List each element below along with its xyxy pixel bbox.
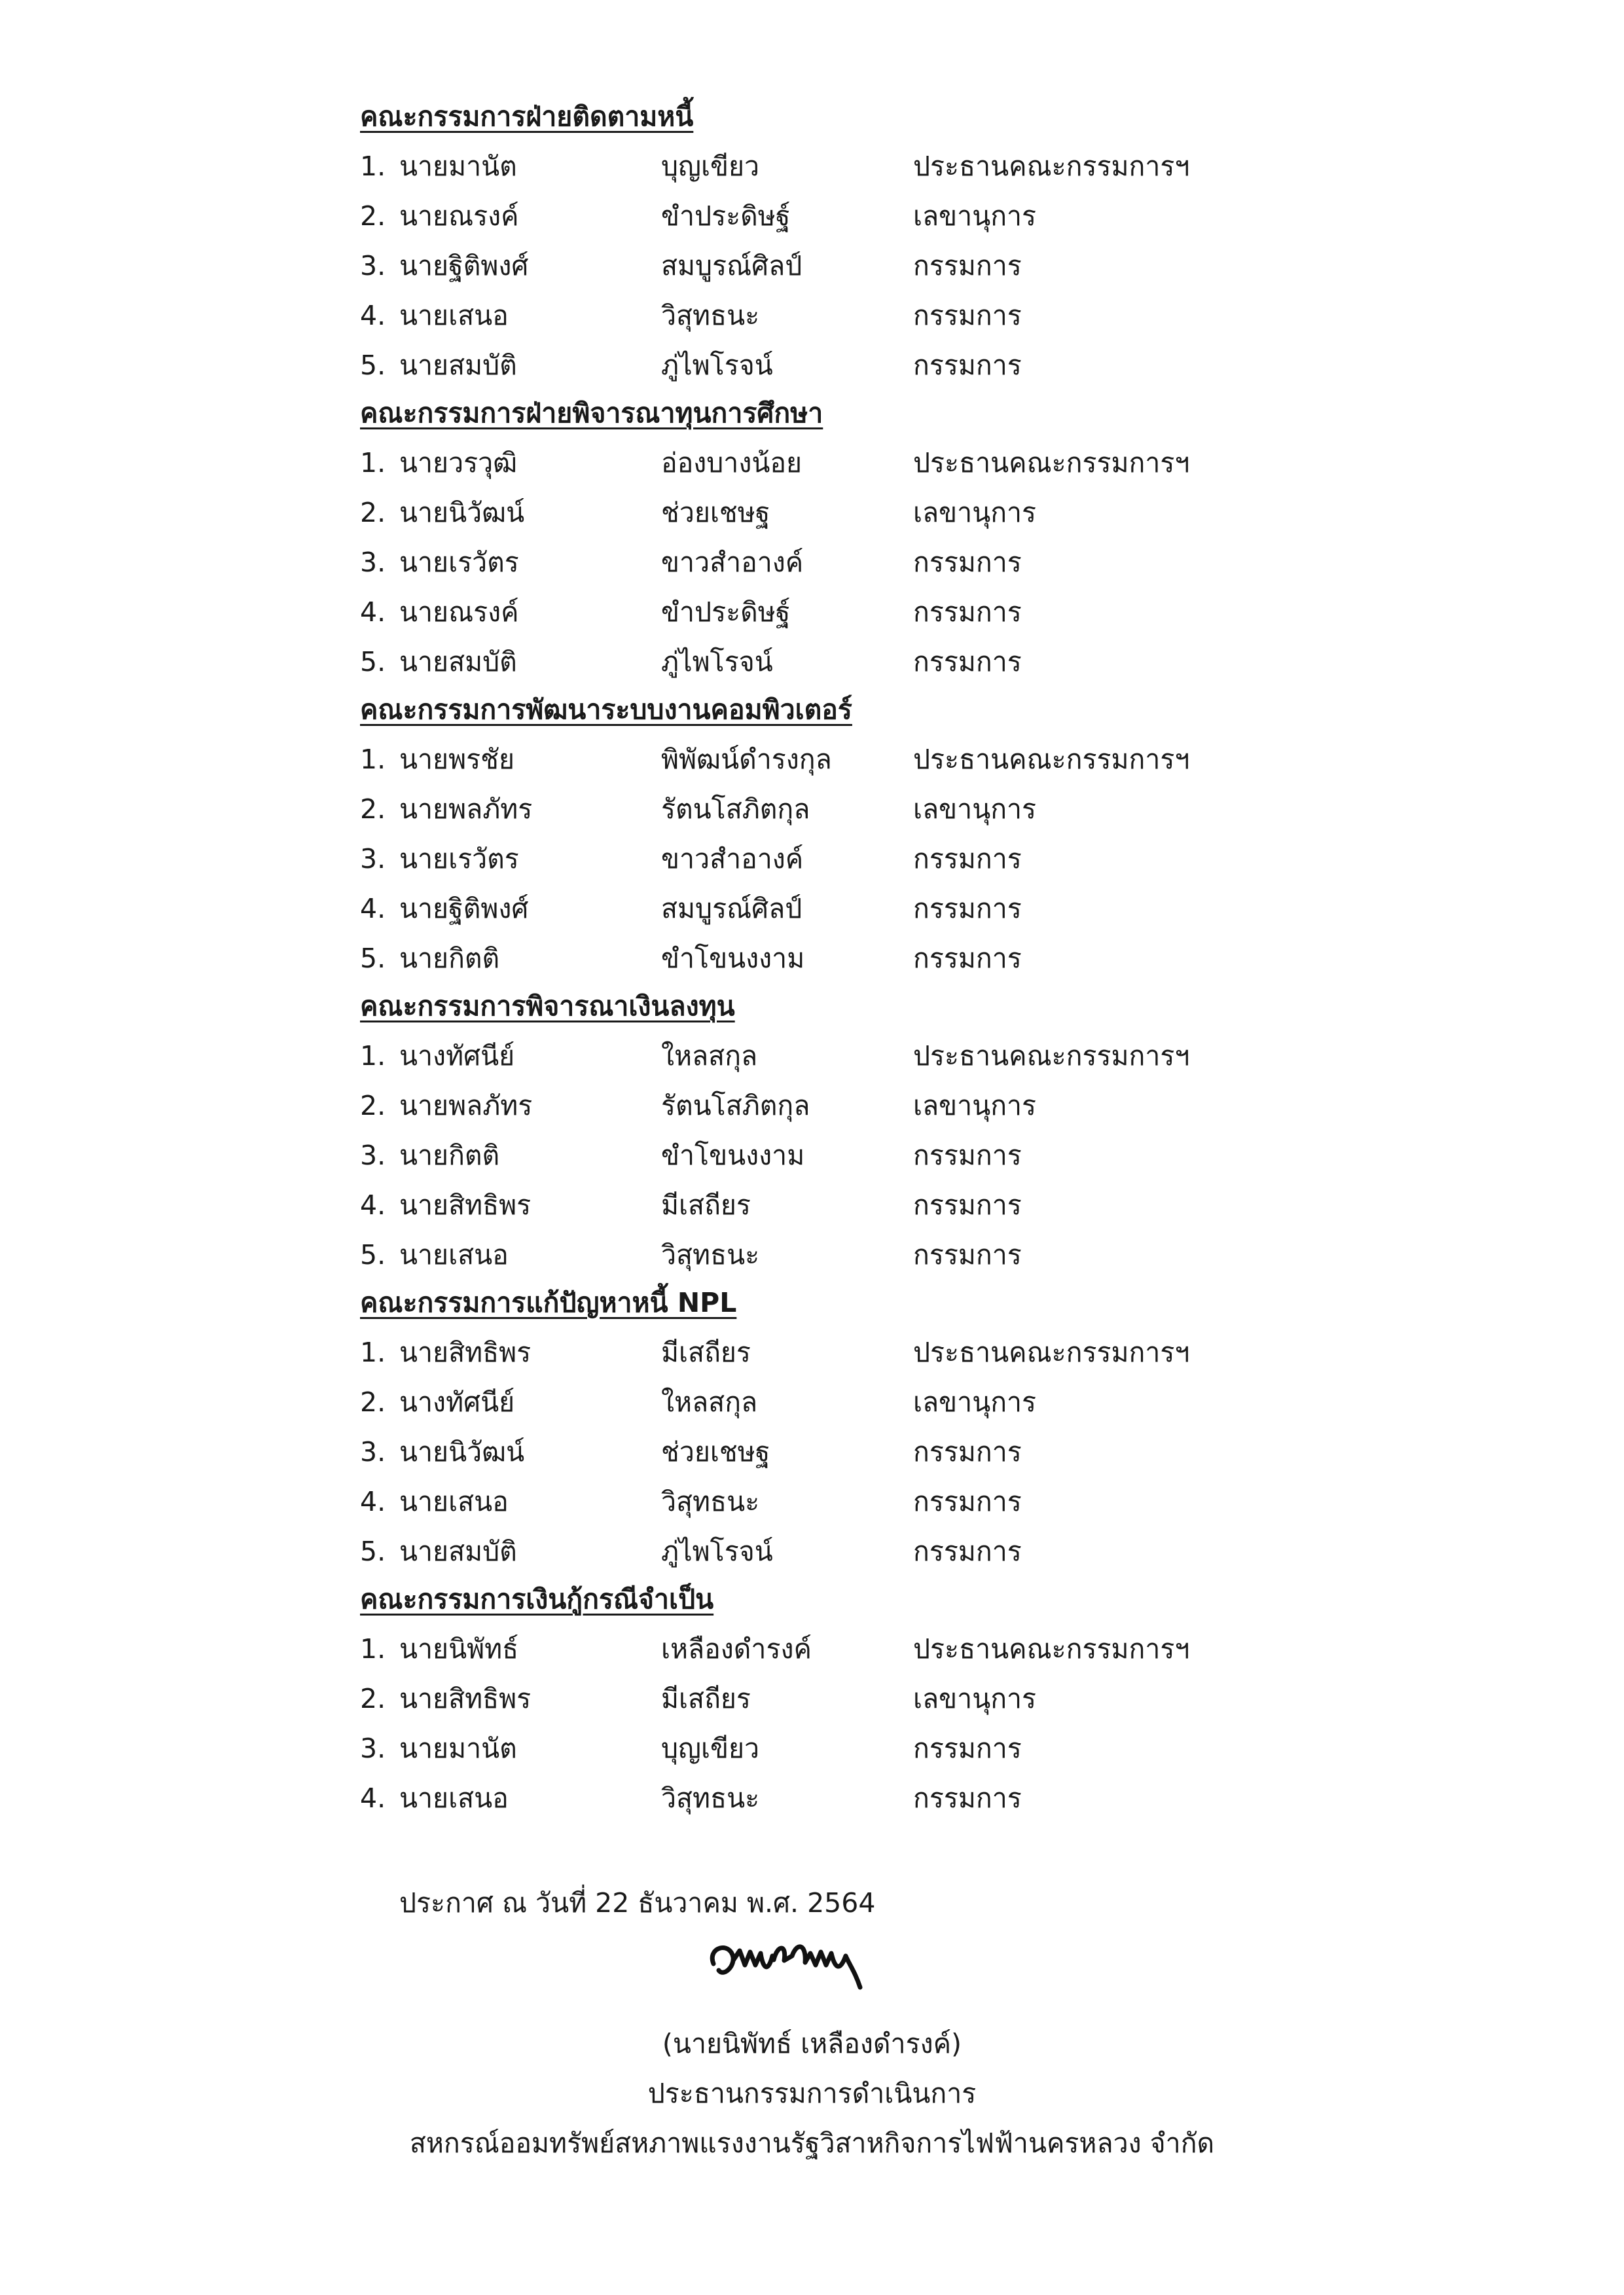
member-role: ประธานคณะกรรมการฯ <box>913 744 1190 775</box>
member-row <box>360 1427 1473 1477</box>
member-row <box>360 784 1473 834</box>
member-first-name: นางทัศนีย์ <box>399 1386 515 1418</box>
member-last-name: พิพัฒน์ดำรงกุล <box>661 744 832 775</box>
member-number: 2. <box>360 793 386 825</box>
member-first-name: นายเสนอ <box>399 1486 509 1517</box>
member-first-name: นายพรชัย <box>399 744 514 775</box>
member-number: 4. <box>360 1486 386 1517</box>
member-first-name: นายฐิติพงศ์ <box>399 250 529 281</box>
member-first-name: นายนิพัทธ์ <box>399 1633 519 1665</box>
member-role: กรรมการ <box>913 300 1022 331</box>
member-row <box>360 1624 1473 1674</box>
handwritten-signature <box>700 1925 871 2003</box>
member-number: 5. <box>360 1239 386 1271</box>
committee-heading: คณะกรรมการฝ่ายติดตามหนี้ <box>360 101 694 132</box>
member-last-name: รัตนโสภิตกุล <box>661 793 810 825</box>
member-last-name: สมบูรณ์ศิลป์ <box>661 250 803 281</box>
member-number: 4. <box>360 893 386 924</box>
member-role: กรรมการ <box>913 1239 1022 1271</box>
committee-section <box>360 685 1473 983</box>
member-number: 3. <box>360 843 386 875</box>
committee-section <box>360 388 1473 687</box>
member-first-name: นายเสนอ <box>399 1239 509 1271</box>
member-row <box>360 1328 1473 1377</box>
member-role: กรรมการ <box>913 350 1022 381</box>
member-last-name: ขำประดิษฐ์ <box>661 200 791 232</box>
member-first-name: นายวรวุฒิ <box>399 447 518 479</box>
member-first-name: นายเรวัตร <box>399 547 519 578</box>
committee-section <box>360 1574 1473 1823</box>
member-first-name: นายกิตติ <box>399 1140 500 1171</box>
member-role: เลขานุการ <box>913 1683 1037 1714</box>
member-first-name: นายเสนอ <box>399 300 509 331</box>
member-role: กรรมการ <box>913 547 1022 578</box>
member-first-name: นายมานัต <box>399 1733 517 1764</box>
member-row <box>360 438 1473 488</box>
member-role: ประธานคณะกรรมการฯ <box>913 1633 1190 1665</box>
member-first-name: นายเสนอ <box>399 1782 509 1814</box>
member-first-name: นายเรวัตร <box>399 843 519 875</box>
member-role: เลขานุการ <box>913 1090 1037 1121</box>
member-last-name: ขำโขนงงาม <box>661 1140 805 1171</box>
member-first-name: นายกิตติ <box>399 943 500 974</box>
member-first-name: นายพลภัทร <box>399 793 533 825</box>
member-role: กรรมการ <box>913 1733 1022 1764</box>
member-number: 1. <box>360 151 386 182</box>
member-last-name: ขาวสำอางค์ <box>661 547 804 578</box>
member-number: 2. <box>360 1683 386 1714</box>
member-row <box>360 1031 1473 1081</box>
committee-heading: คณะกรรมการพิจารณาเงินลงทุน <box>360 990 735 1022</box>
member-last-name: ใหลสกุล <box>661 1386 758 1418</box>
member-last-name: มีเสถียร <box>661 1337 751 1368</box>
member-row <box>360 1130 1473 1180</box>
member-first-name: นายสมบัติ <box>399 646 517 678</box>
member-role: กรรมการ <box>913 1782 1022 1814</box>
member-row <box>360 587 1473 637</box>
member-role: กรรมการ <box>913 1140 1022 1171</box>
member-role: กรรมการ <box>913 596 1022 628</box>
member-number: 3. <box>360 547 386 578</box>
member-number: 2. <box>360 497 386 528</box>
member-row <box>360 1724 1473 1773</box>
member-row <box>360 141 1473 191</box>
member-last-name: สมบูรณ์ศิลป์ <box>661 893 803 924</box>
member-row <box>360 1180 1473 1230</box>
committee-section <box>360 981 1473 1280</box>
member-role: กรรมการ <box>913 646 1022 678</box>
member-last-name: ภู่ไพโรจน์ <box>661 1536 773 1567</box>
member-number: 3. <box>360 1733 386 1764</box>
member-last-name: ใหลสกุล <box>661 1040 758 1072</box>
member-first-name: นายสมบัติ <box>399 350 517 381</box>
member-first-name: นายสิทธิพร <box>399 1337 532 1368</box>
member-number: 1. <box>360 447 386 479</box>
member-row <box>360 884 1473 933</box>
member-number: 4. <box>360 300 386 331</box>
member-row <box>360 291 1473 340</box>
member-number: 4. <box>360 596 386 628</box>
committee-section <box>360 92 1473 390</box>
member-role: ประธานคณะกรรมการฯ <box>913 1337 1190 1368</box>
member-number: 3. <box>360 1436 386 1468</box>
member-number: 5. <box>360 943 386 974</box>
member-number: 1. <box>360 744 386 775</box>
member-role: กรรมการ <box>913 1189 1022 1221</box>
member-row <box>360 1477 1473 1527</box>
member-role: กรรมการ <box>913 1486 1022 1517</box>
committee-section <box>360 1278 1473 1576</box>
member-row <box>360 1674 1473 1724</box>
member-first-name: นายณรงค์ <box>399 596 519 628</box>
member-number: 2. <box>360 1386 386 1418</box>
member-number: 1. <box>360 1040 386 1072</box>
announcement-date: ประกาศ ณ วันที่ 22 ธันวาคม พ.ศ. 2564 <box>399 1887 876 1919</box>
organization-name: สหกรณ์ออมทรัพย์สหภาพแรงงานรัฐวิสาหกิจการไฟฟ้านครหลวง จำกัด <box>409 2127 1215 2159</box>
member-number: 2. <box>360 200 386 232</box>
signer-title: ประธานกรรมการดำเนินการ <box>647 2078 977 2109</box>
member-role: เลขานุการ <box>913 497 1037 528</box>
member-role: ประธานคณะกรรมการฯ <box>913 151 1190 182</box>
member-number: 5. <box>360 1536 386 1567</box>
member-last-name: วิสุทธนะ <box>661 300 760 331</box>
member-number: 1. <box>360 1633 386 1665</box>
member-row <box>360 1081 1473 1130</box>
member-role: กรรมการ <box>913 843 1022 875</box>
member-role: เลขานุการ <box>913 1386 1037 1418</box>
member-role: กรรมการ <box>913 250 1022 281</box>
member-number: 3. <box>360 250 386 281</box>
member-role: กรรมการ <box>913 893 1022 924</box>
member-row <box>360 734 1473 784</box>
member-last-name: บุญเขียว <box>661 151 760 182</box>
member-number: 4. <box>360 1189 386 1221</box>
member-number: 1. <box>360 1337 386 1368</box>
member-last-name: บุญเขียว <box>661 1733 760 1764</box>
member-role: ประธานคณะกรรมการฯ <box>913 447 1190 479</box>
member-row <box>360 933 1473 983</box>
member-first-name: นายสมบัติ <box>399 1536 517 1567</box>
member-number: 3. <box>360 1140 386 1171</box>
member-first-name: นายณรงค์ <box>399 200 519 232</box>
member-row <box>360 1377 1473 1427</box>
member-first-name: นายสิทธิพร <box>399 1683 532 1714</box>
member-number: 5. <box>360 646 386 678</box>
member-last-name: ช่วยเชษฐ <box>661 497 770 528</box>
signer-name: (นายนิพัทธ์ เหลืองดำรงค์) <box>662 2028 962 2059</box>
member-last-name: รัตนโสภิตกุล <box>661 1090 810 1121</box>
member-number: 2. <box>360 1090 386 1121</box>
member-role: เลขานุการ <box>913 793 1037 825</box>
member-number: 5. <box>360 350 386 381</box>
committee-heading: คณะกรรมการฝ่ายพิจารณาทุนการศึกษา <box>360 397 823 429</box>
committee-heading: คณะกรรมการแก้ปัญหาหนี้ NPL <box>360 1287 737 1318</box>
member-row <box>360 834 1473 884</box>
member-row <box>360 1230 1473 1280</box>
member-last-name: มีเสถียร <box>661 1189 751 1221</box>
member-last-name: ภู่ไพโรจน์ <box>661 646 773 678</box>
committee-heading: คณะกรรมการเงินกู้กรณีจำเป็น <box>360 1583 714 1615</box>
member-last-name: วิสุทธนะ <box>661 1782 760 1814</box>
member-role: ประธานคณะกรรมการฯ <box>913 1040 1190 1072</box>
member-first-name: นายนิวัฒน์ <box>399 1436 525 1468</box>
member-last-name: เหลืองดำรงค์ <box>661 1633 812 1665</box>
member-first-name: นางทัศนีย์ <box>399 1040 515 1072</box>
member-last-name: วิสุทธนะ <box>661 1486 760 1517</box>
member-last-name: ขำประดิษฐ์ <box>661 596 791 628</box>
member-role: เลขานุการ <box>913 200 1037 232</box>
member-number: 4. <box>360 1782 386 1814</box>
member-row <box>360 1527 1473 1576</box>
member-role: กรรมการ <box>913 1536 1022 1567</box>
member-last-name: ภู่ไพโรจน์ <box>661 350 773 381</box>
member-row <box>360 191 1473 241</box>
member-last-name: อ่องบางน้อย <box>661 447 803 479</box>
member-last-name: ขำโขนงงาม <box>661 943 805 974</box>
committee-heading: คณะกรรมการพัฒนาระบบงานคอมพิวเตอร์ <box>360 694 852 725</box>
member-first-name: นายมานัต <box>399 151 517 182</box>
member-first-name: นายสิทธิพร <box>399 1189 532 1221</box>
member-row <box>360 1773 1473 1823</box>
member-first-name: นายนิวัฒน์ <box>399 497 525 528</box>
member-row <box>360 241 1473 291</box>
member-first-name: นายฐิติพงศ์ <box>399 893 529 924</box>
member-row <box>360 637 1473 687</box>
member-last-name: มีเสถียร <box>661 1683 751 1714</box>
member-last-name: ช่วยเชษฐ <box>661 1436 770 1468</box>
member-row <box>360 488 1473 537</box>
member-row <box>360 340 1473 390</box>
member-role: กรรมการ <box>913 943 1022 974</box>
member-row <box>360 537 1473 587</box>
member-last-name: วิสุทธนะ <box>661 1239 760 1271</box>
member-last-name: ขาวสำอางค์ <box>661 843 804 875</box>
member-role: กรรมการ <box>913 1436 1022 1468</box>
member-first-name: นายพลภัทร <box>399 1090 533 1121</box>
